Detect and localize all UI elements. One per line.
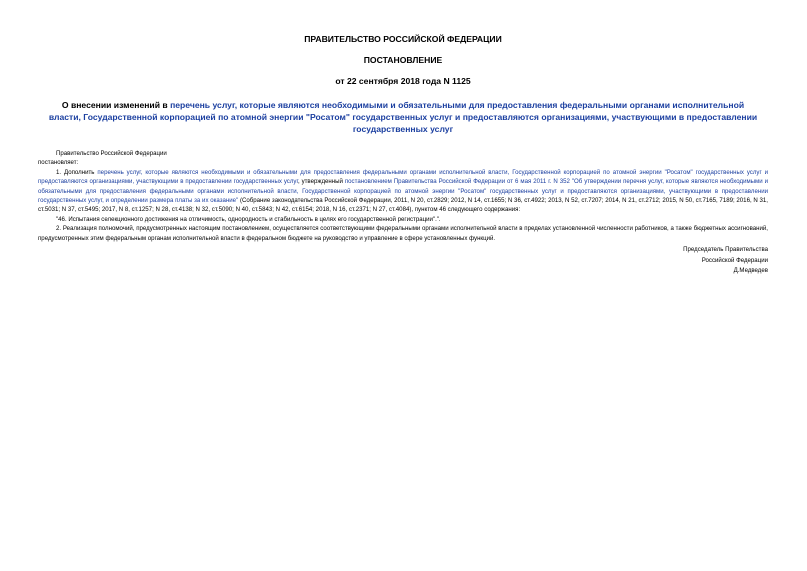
resolution-352-link[interactable]: постановлением Правительства Российской Федерации от 6 мая 2011 г. N 352 "Об утверждении перечня услуг, которые являются необходимыми и обязательными для предоставления федеральными органами исполнительной власти, Государственной корпорацией по атомной энергии "Росатом" государственных услуг и предоставляются организациями, участвующими в предоставлении государственных услуг, и определении размера платы за их оказание": [38, 178, 768, 205]
paragraph-1-start: 1. Дополнить: [56, 168, 98, 176]
title-link[interactable]: перечень услуг, которые являются необходимыми и обязательными для предоставления федеральными органами исполнительной власти, Государственной корпорацией по атомной энергии "Росатом" государственных услуг и предоставляются организациями, участвующими в предоставлении государственных услуг: [48, 100, 758, 134]
intro-line-1: Правительство Российской Федерации: [56, 150, 167, 157]
signature-block: [38, 245, 768, 277]
quoted-item-46: "46. Испытания селекционного достижения на отличимость, однородность и стабильность в целях его государственной регистрации".".: [56, 215, 441, 223]
paragraph-2: 2. Реализация полномочий, предусмотренных настоящим постановлением, осуществляется соответствующими федеральными органами исполнительной власти в пределах установленной численности работников, а также бюджетных ассигнований, предусмотренных этим федеральным органам исполнительной власти в федеральном бюджете на руководство и управление в сфере установленных функций.: [38, 225, 768, 242]
signature-title-2: Российской Федерации: [701, 256, 768, 264]
intro-line-2: постановляет:: [38, 159, 79, 167]
government-heading: ПРАВИТЕЛЬСТВО РОССИЙСКОЙ ФЕДЕРАЦИИ: [304, 34, 502, 44]
document-type: ПОСТАНОВЛЕНИЕ: [363, 55, 443, 65]
date-number: от 22 сентября 2018 года N 1125: [335, 76, 471, 86]
paragraph-1: [38, 168, 768, 215]
document-title: [38, 99, 768, 135]
document: [38, 34, 768, 277]
signature-title-1: Председатель Правительства: [683, 246, 768, 254]
title-prefix: О внесении изменений в: [61, 100, 171, 110]
document-body: [38, 149, 768, 243]
signature-name: Д.Медведев: [733, 267, 768, 275]
services-list-link[interactable]: перечень услуг, которые являются необходимыми и обязательными для предоставления федеральными органами исполнительной власти, Государственной корпорацией по атомной энергии "Росатом" государственных услуг и предоставляются организациями, участвующими в предоставлении государственных услуг: [38, 168, 768, 186]
paragraph-1-end: (Собрание законодательства Российской Федерации, 2011, N 20, ст.2829; 2012, N 14, ст.1655; N 36, ст.4922; 2013, N 52, ст.7207; 2014, N 21, ст.2712; 2015, N 50, ст.7165, 7189; 2016, N 31, ст.5031; N 37, ст.5495; 2017, N 8, ст.1257; N 28, ст.4138; N 32, ст.5090; N 40, ст.5843; N 42, ст.6154; 2018, N 16, ст.2371; N 27, ст.4084), пунктом 46 следующего содержания:: [38, 197, 768, 214]
paragraph-1-mid: , утвержденный: [297, 178, 345, 186]
